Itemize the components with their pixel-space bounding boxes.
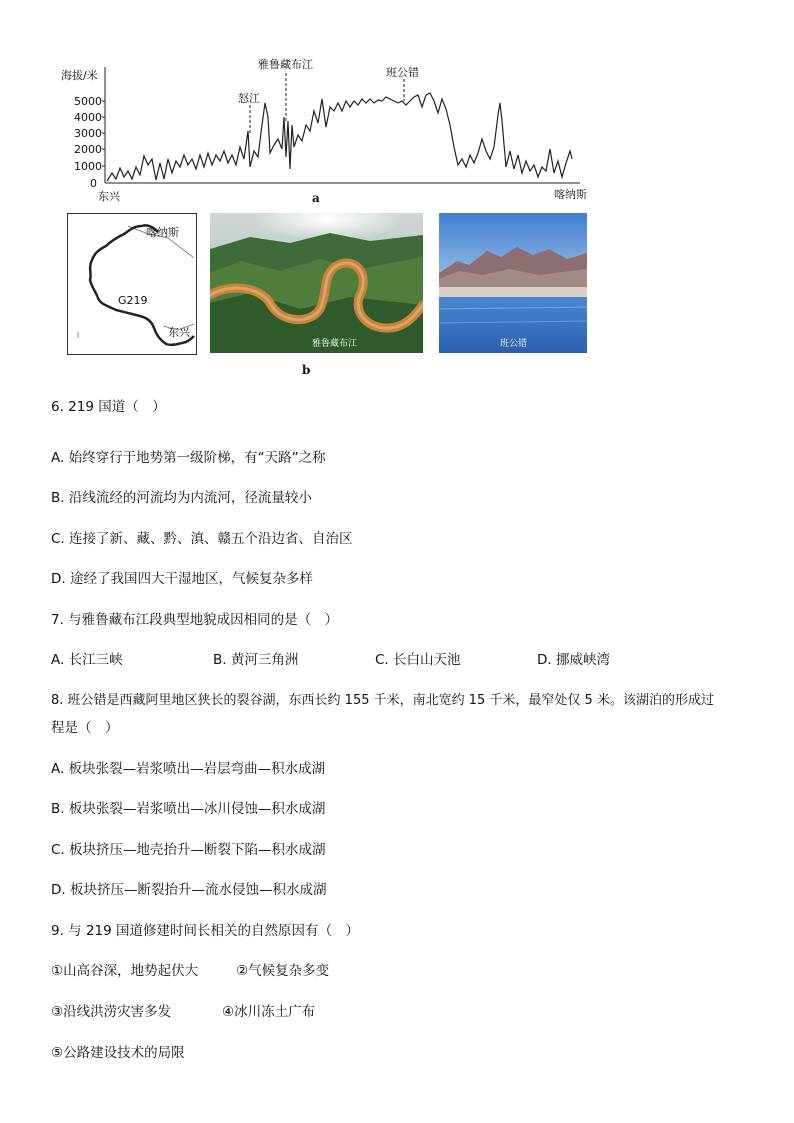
photo-yarlung: [210, 213, 423, 353]
y-tick-4000: 4000: [74, 111, 102, 124]
q7-option-b: B. 黄河三角洲: [213, 652, 299, 668]
y-tick-1000: 1000: [74, 160, 102, 173]
label-nujiang: 怒江: [238, 92, 260, 105]
y-tick-5000: 5000: [74, 95, 102, 108]
q7-option-d: D. 挪威峡湾: [537, 652, 610, 668]
q9-option-2: ②气候复杂多变: [236, 963, 330, 979]
q6-option-d: D. 途经了我国四大干湿地区，气候复杂多样: [51, 571, 313, 587]
photo-bangong-caption: 班公错: [500, 339, 528, 349]
y-tick-2000: 2000: [74, 143, 102, 156]
q8-stem-line2: 程是（ ）: [51, 720, 119, 736]
q6-option-a: A. 始终穿行于地势第一级阶梯，有“天路”之称: [51, 450, 326, 466]
map-label-g219: G219: [118, 294, 148, 307]
q8-option-d: D. 板块挤压—断裂抬升—流水侵蚀—积水成湖: [51, 882, 327, 898]
photo-yarlung-svg: [210, 213, 423, 353]
panel-label-a: a: [312, 191, 320, 205]
q8-option-a: A. 板块张裂—岩浆喷出—岩层弯曲—积水成湖: [51, 761, 326, 777]
x-label-left: 东兴: [98, 190, 120, 203]
label-yarlung: 雅鲁藏布江: [258, 58, 313, 71]
photo-bangong-svg: [439, 213, 587, 353]
q8-stem-line1: 8. 班公错是西藏阿里地区狭长的裂谷湖，东西长约 155 千米，南北宽约 15 千米，最窄处仅 5 米。该湖泊的形成过: [51, 693, 714, 708]
q7-option-c: C. 长白山天池: [375, 652, 461, 668]
route-map: [67, 213, 197, 355]
x-label-right: 喀纳斯: [554, 188, 587, 201]
q6-option-c: C. 连接了新、藏、黔、滇、赣五个沿边省、自治区: [51, 531, 353, 547]
map-label-dongxing: 东兴: [168, 326, 190, 339]
photo-bangong: [439, 213, 587, 353]
elevation-profile-svg: [60, 55, 600, 205]
q7-option-a: A. 长江三峡: [51, 652, 123, 668]
y-tick-0: 0: [90, 177, 97, 190]
panel-label-b: b: [302, 363, 311, 377]
photo-yarlung-caption: 雅鲁藏布江: [312, 339, 358, 349]
q8-option-c: C. 板块挤压—地壳抬升—断裂下陷—积水成湖: [51, 842, 326, 858]
y-tick-3000: 3000: [74, 127, 102, 140]
q6-stem: 6. 219 国道（ ）: [51, 399, 166, 415]
y-axis-label: 海拔/米: [61, 69, 98, 82]
elevation-profile-figure: [60, 55, 600, 205]
q7-stem: 7. 与雅鲁藏布江段典型地貌成因相同的是（ ）: [51, 612, 339, 628]
q9-option-1: ①山高谷深，地势起伏大: [51, 963, 199, 979]
elevation-line: [107, 93, 572, 181]
map-label-kanas: 喀纳斯: [146, 226, 179, 239]
label-bangong: 班公错: [386, 66, 419, 79]
q6-option-b: B. 沿线流经的河流均为内流河，径流量较小: [51, 490, 312, 506]
q8-option-b: B. 板块张裂—岩浆喷出—冰川侵蚀—积水成湖: [51, 801, 326, 817]
q9-option-3: ③沿线洪涝灾害多发: [51, 1004, 172, 1020]
q9-option-4: ④冰川冻土广布: [222, 1004, 316, 1020]
q9-option-5: ⑤公路建设技术的局限: [51, 1045, 185, 1061]
q9-stem: 9. 与 219 国道修建时间长相关的自然原因有（ ）: [51, 923, 360, 939]
